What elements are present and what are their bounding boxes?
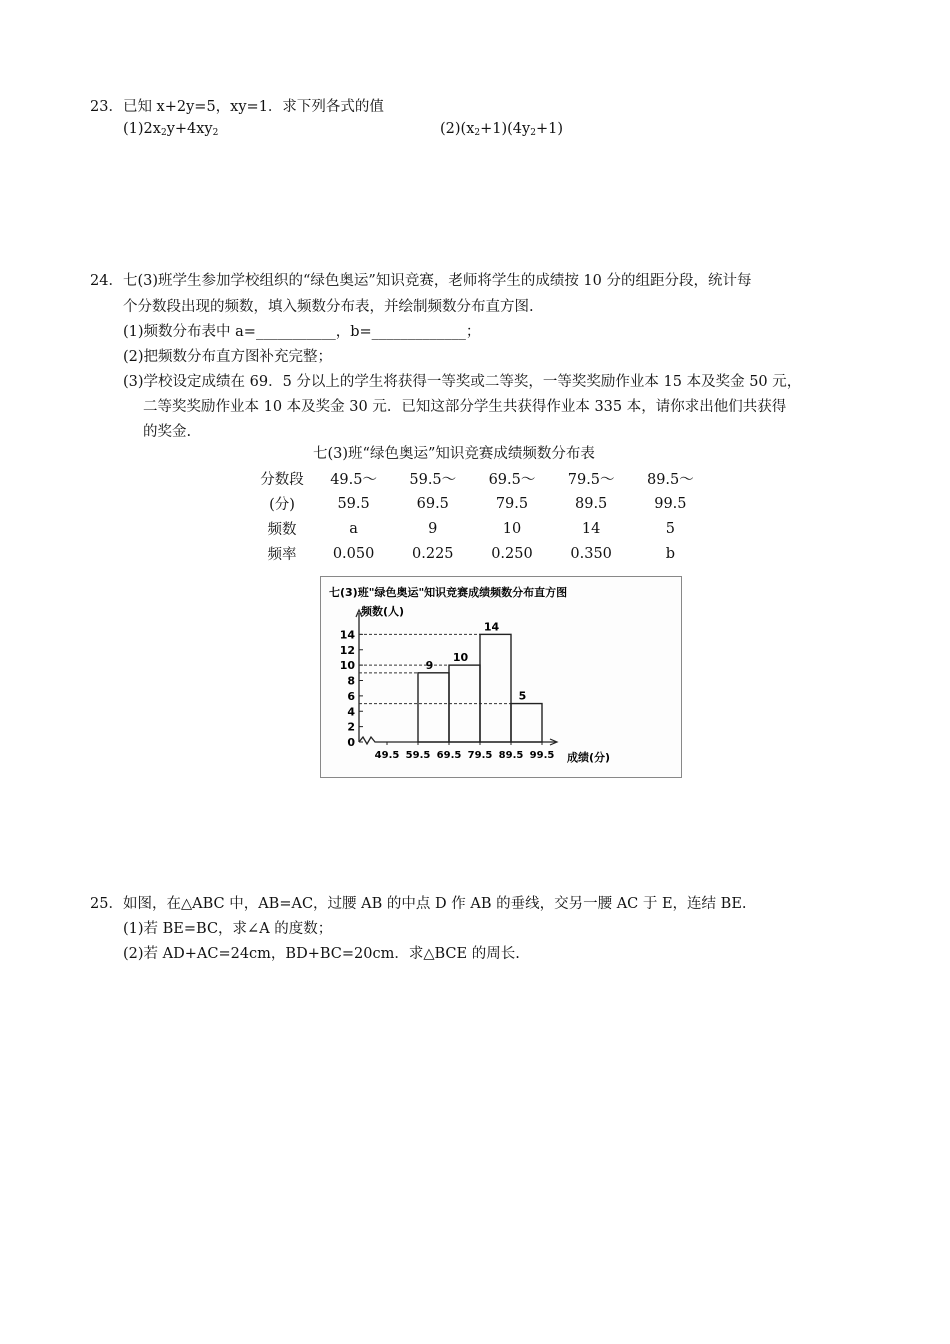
q24-sub3-line1: (3)学校设定成绩在 69．5 分以上的学生将获得一等奖或二等奖，一等奖奖励作业本 15 本及奖金 50 元， — [123, 374, 802, 390]
table-header-unit: (分) — [269, 497, 295, 513]
q24-sub3-line2: 二等奖奖励作业本 10 本及奖金 30 元．已知这部分学生共获得作业本 335 本，请你求出他们共获得 — [143, 399, 787, 415]
chart-y-label: 频数(人) — [361, 605, 405, 618]
q25-number: 25． — [90, 896, 123, 912]
q23-part2: $(2)(x^2+1)(4y^2+1)$ — [440, 121, 563, 138]
histogram-svg — [321, 577, 681, 777]
q24-stem-line2: 个分数段出现的频数，填入频数分布表，并绘制频数分布直方图. — [123, 299, 534, 315]
table-cell: a — [349, 520, 358, 537]
table-cell: 0.225 — [412, 545, 454, 562]
q25-sub2: (2)若 AD+AC=24cm，BD+BC=20cm．求△BCE 的周长. — [123, 946, 520, 962]
x-tick-label: 59.5 — [405, 750, 431, 761]
q23-number: 23． — [90, 99, 123, 115]
histogram-bar — [418, 673, 449, 742]
frequency-table — [250, 466, 710, 566]
table-cell: 0.050 — [332, 545, 375, 562]
table-header-frequency: 频数 — [267, 522, 297, 538]
x-tick-label: 49.5 — [374, 750, 400, 761]
y-tick-label: 6 — [347, 689, 355, 703]
q23-stem-text: 已知 x+2y=5，xy=1．求下列各式的值 — [122, 99, 384, 115]
q24-sub3-line3: 的奖金. — [143, 424, 192, 440]
table-cell: 5 — [665, 520, 675, 537]
bar-value-label: 14 — [483, 620, 500, 634]
table-header-rate: 频率 — [267, 547, 297, 563]
table-cell: 14 — [581, 520, 601, 537]
table-cell: 0.350 — [570, 545, 612, 562]
q24-sub2: (2)把频数分布直方图补充完整； — [123, 349, 333, 365]
bar-value-label: 10 — [452, 651, 469, 665]
q23-stem — [90, 95, 384, 116]
y-tick-label: 14 — [339, 628, 355, 642]
x-axis — [359, 737, 556, 744]
bar-value-label: 9 — [425, 658, 434, 672]
q23-part1: $(1)2x^2y+4xy^2$ — [123, 121, 219, 138]
q25-sub1: (1)若 BE=BC，求∠A 的度数； — [123, 921, 333, 937]
chart-x-label: 成绩(分) — [567, 751, 611, 764]
table-row-ranges-end — [250, 491, 710, 516]
table-cell: 69.5 — [416, 495, 449, 512]
x-tick-label: 99.5 — [529, 750, 555, 761]
histogram-figure — [320, 576, 682, 778]
table-cell: b — [665, 545, 676, 562]
table-cell: 59.5 — [337, 495, 370, 512]
table-row-frequency — [250, 516, 710, 541]
histogram-bar — [511, 704, 542, 742]
table-cell: 59.5～ — [409, 472, 457, 488]
x-tick-label: 69.5 — [436, 750, 462, 761]
q24-number: 24． — [90, 273, 123, 289]
table-cell: 9 — [428, 520, 438, 537]
table-cell: 89.5～ — [646, 472, 694, 488]
table-cell: 69.5～ — [488, 472, 536, 488]
q25-stem: 25．如图，在△ABC 中，AB=AC，过腰 AB 的中点 D 作 AB 的垂线，交另一腰 AC 于 E，连结 BE. — [90, 896, 747, 912]
chart-title: 七(3)班"绿色奥运"知识竞赛成绩频数分布直方图 — [329, 586, 568, 599]
y-tick-label: 0 — [347, 736, 355, 749]
x-tick-label: 89.5 — [498, 750, 524, 761]
y-tick-label: 10 — [339, 659, 355, 673]
table-cell: 49.5～ — [330, 472, 377, 488]
table-header-range: 分数段 — [260, 472, 304, 488]
y-tick-label: 8 — [347, 674, 355, 688]
y-tick-label: 12 — [339, 643, 355, 657]
table-cell: 99.5 — [654, 495, 687, 512]
y-tick-label: 4 — [347, 705, 355, 719]
y-tick-label: 2 — [347, 720, 355, 734]
table-cell: 79.5～ — [567, 472, 615, 488]
table-row-ranges-start — [250, 466, 710, 491]
table-cell: 10 — [502, 520, 522, 537]
table-cell: 89.5 — [575, 495, 608, 512]
q24-stem-line1: 24．七(3)班学生参加学校组织的“绿色奥运”知识竞赛，老师将学生的成绩按 10 分的组距分段，统计每 — [90, 273, 752, 289]
histogram-bar — [480, 634, 511, 742]
table-row-rate — [250, 541, 710, 566]
table-cell: 0.250 — [491, 545, 533, 562]
x-tick-label: 79.5 — [467, 750, 493, 761]
q24-sub1: (1)频数分布表中 a=___________，b=_____________； — [123, 324, 481, 340]
table-title: 七(3)班“绿色奥运”知识竞赛成绩频数分布表 — [313, 446, 595, 462]
table-cell: 79.5 — [495, 495, 529, 512]
bar-value-label: 5 — [518, 689, 527, 703]
